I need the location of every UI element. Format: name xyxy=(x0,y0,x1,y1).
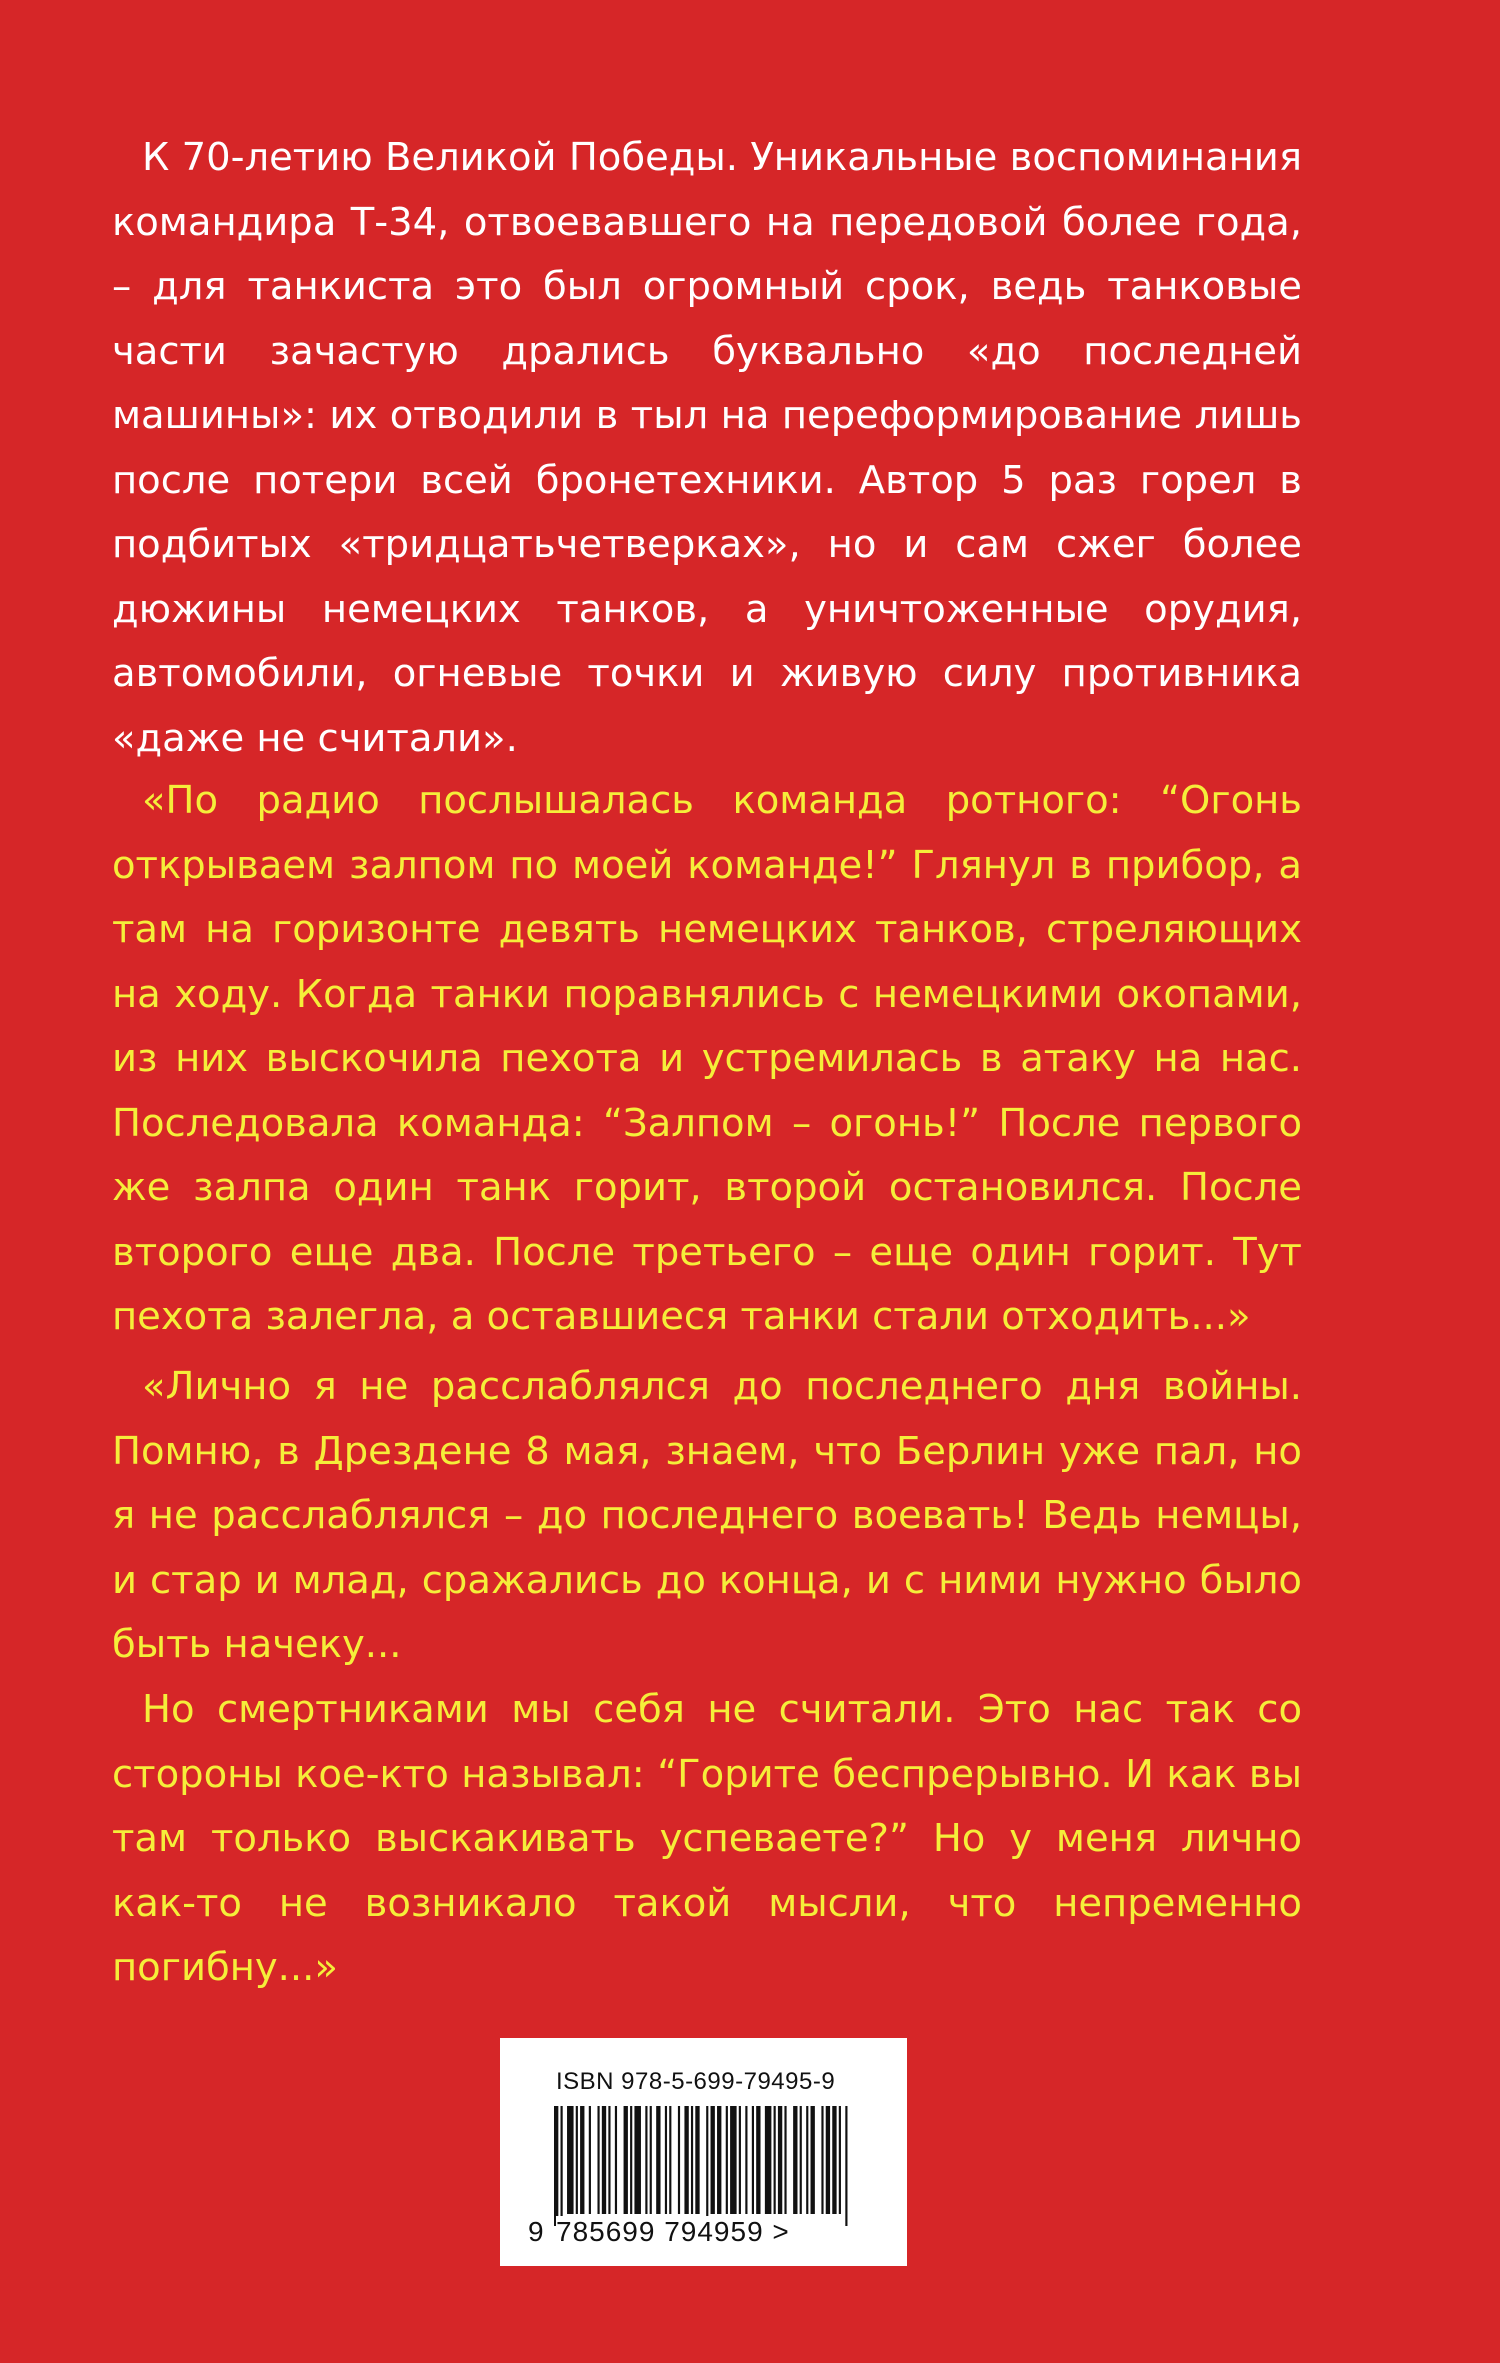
barcode-bar xyxy=(695,2106,699,2214)
barcode-bar xyxy=(756,2106,760,2214)
barcode-bar xyxy=(726,2106,728,2214)
barcode-bar xyxy=(630,2106,632,2214)
barcode-bar xyxy=(765,2106,772,2214)
barcode-bar xyxy=(778,2106,782,2214)
quote-paragraph-2: «Лично я не расслаблялся до последнего дня войны. Помню, в Дрездене 8 мая, знаем, что Берлин уже пал, но я не расслаблялся – до последнего воевать! Ведь немцы, и стар и млад, сражались до конца, и с ними нужно было быть начеку... xyxy=(112,1364,1302,1667)
barcode-bar xyxy=(745,2106,747,2214)
barcode-bar xyxy=(665,2106,667,2214)
barcode-bar xyxy=(821,2106,823,2214)
barcode-bar xyxy=(711,2106,715,2214)
barcode-bar xyxy=(678,2106,680,2214)
barcode-bar xyxy=(634,2106,641,2214)
barcode-bar xyxy=(645,2106,647,2214)
barcode-bar xyxy=(826,2106,830,2214)
barcode-bar xyxy=(739,2106,741,2214)
barcode-bar xyxy=(561,2106,563,2226)
annotation-paragraph: К 70-летию Великой Победы. Уникальные воспоминания командира Т-34, отвоевавшего на передовой более года, – для танкиста это был огромный срок, ведь танковые части зачастую дрались буквально «до последней машины»: их отводили в тыл на переформирование лишь после потери всей бронетехники. Автор 5 раз горел в подбитых «тридцатьчетверках», но и сам сжег более дюжины немецких танков, а уничтоженные орудия, автомобили, огневые точки и живую силу противника «даже не считали». xyxy=(112,135,1302,761)
barcode-bar xyxy=(691,2106,693,2214)
barcode-bar xyxy=(624,2106,628,2214)
barcode-bar xyxy=(784,2106,786,2214)
barcode-bar xyxy=(839,2106,841,2214)
barcode-bar xyxy=(554,2106,558,2226)
barcode-image xyxy=(554,2106,854,2226)
barcode-bar xyxy=(669,2106,671,2214)
barcode-bar xyxy=(597,2106,599,2214)
barcode-bar xyxy=(650,2106,652,2214)
barcode-bar xyxy=(608,2106,610,2214)
barcode-first-digit: 9 xyxy=(528,2216,544,2247)
barcode-bar xyxy=(576,2106,578,2214)
barcode-bar xyxy=(793,2106,797,2214)
barcode-bar xyxy=(706,2106,708,2226)
barcode-digits: 785699 794959 > xyxy=(556,2216,790,2247)
isbn-label: ISBN 978-5-699-79495-9 xyxy=(556,2068,836,2095)
barcode-bar xyxy=(615,2106,617,2214)
barcode-bar xyxy=(602,2106,606,2214)
quote-paragraph-3: Но смертниками мы себя не считали. Это нас так со стороны кое-кто называл: “Горите беспрерывно. И как вы там только выскакивать успеваете?” Но у меня лично как-то не возникало такой мысли, что непременно погибну...» xyxy=(112,1687,1302,1990)
isbn-barcode-box xyxy=(500,2038,907,2266)
barcode-bar xyxy=(656,2106,660,2214)
barcode-bar xyxy=(752,2106,754,2214)
quote-paragraph-1: «По радио послышалась команда ротного: “Огонь открываем залпом по моей команде!” Глянул в прибор, а там на горизонте девять немецких танков, стреляющих на ходу. Когда танки поравнялись с немецкими окопами, из них выскочила пехота и устремилась в атаку на нас. Последовала команда: “Залпом – огонь!” После первого же залпа один танк горит, второй остановился. После второго еще два. После третьего – еще один горит. Тут пехота залегла, а оставшиеся танки стали отходить...» xyxy=(112,778,1302,1339)
barcode-bar xyxy=(580,2106,584,2214)
barcode-bar xyxy=(806,2106,808,2214)
barcode-bar xyxy=(717,2106,721,2214)
barcode-bar xyxy=(832,2106,836,2214)
barcode-bar xyxy=(845,2106,847,2226)
barcode-bar xyxy=(589,2106,591,2214)
barcode-bar xyxy=(567,2106,574,2214)
barcode-bar xyxy=(684,2106,688,2214)
barcode-bar xyxy=(730,2106,737,2214)
barcode-bar xyxy=(811,2106,815,2214)
barcode-bar xyxy=(800,2106,802,2214)
barcode-bar xyxy=(774,2106,776,2214)
